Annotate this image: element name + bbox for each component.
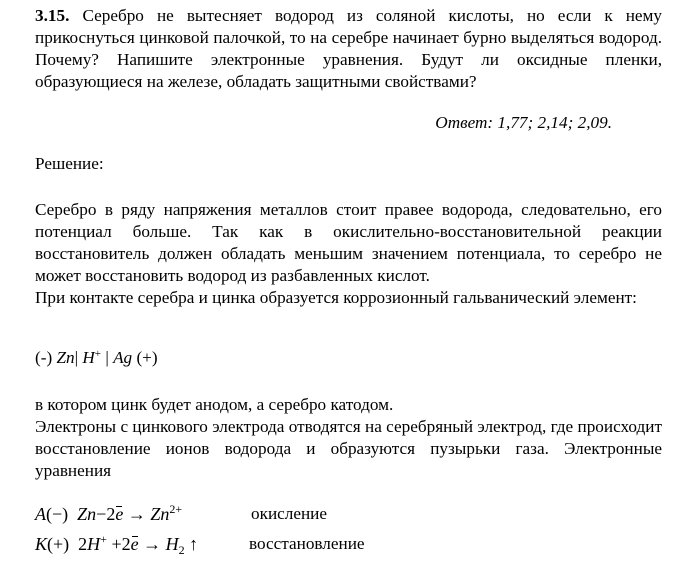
solution-paragraph-1: Серебро в ряду напряжения металлов стоит правее водорода, следовательно, его потенциал больше. Так как в окислительно-восстановительной реакции восстановитель должен обладать меньшим значением потенциала, то серебро не может восстановить водород из разбавленных кислот. [35,200,662,285]
eq2-product: H [165,534,179,554]
problem-text: Серебро не вытесняет водород из соляной кислоты, но если к нему прикоснуться цинковой палочкой, то на серебре начинает бурно выделяться водород. Почему? Напишите электронные уравнения. Будут ли оксидные пленки, образующиеся на железе, обладать защитными свойствами? [35,6,663,91]
solution-paragraph-4: Электроны с цинкового электрода отводятся на серебряный электрод, где происходит восстановление ионов водорода и образуются пузырьки газа. Электронные уравнения [35,417,662,480]
eq1-process: окисление [251,504,328,523]
answer-values: 1,77; 2,14; 2,09. [497,113,612,132]
cathode-equation-formula [35,533,198,555]
eq1-op: − [96,504,107,524]
answer-line: Ответ: 1,77; 2,14; 2,09. [435,113,612,132]
scheme-separator-2: | [105,348,109,367]
answer-label: Ответ [435,113,488,132]
eq1-product-charge: 2+ [169,502,183,516]
solution-heading: Решение: [35,154,104,173]
eq1-product: Zn [150,504,170,524]
scheme-separator-1: | [74,348,79,367]
scheme-minus: (-) [35,348,53,367]
eq1-coef: 2 [106,504,116,524]
eq2-op: + [111,534,122,554]
eq2-coef: 2 [121,534,131,554]
eq2-ion-charge: + [100,532,107,546]
eq1-arrow: → [127,504,146,524]
eq2-ion: H [87,534,101,554]
scheme-anode: Zn [56,348,75,367]
anode-equation-formula [35,503,182,525]
gas-arrow-icon: ↑ [189,534,199,554]
scheme-cathode: Ag [113,348,133,367]
eq2-electrode: K [35,534,48,554]
eq2-electron: e [130,534,139,554]
solution-paragraph-2: При контакте серебра и цинка образуется коррозионный гальванический элемент: [35,288,637,307]
eq2-product-index: 2 [178,543,185,557]
eq2-coef-ion: 2 [78,534,88,554]
problem-number: 3.15. [35,6,70,25]
eq2-sign: (+) [47,534,70,554]
eq2-process: восстановление [249,534,365,553]
solution-paragraph-3: в котором цинк будет анодом, а серебро катодом. [35,395,394,414]
scheme-electrolyte: H [82,348,95,367]
scheme-electrolyte-charge: + [94,348,102,360]
eq1-electrode: A [35,504,46,524]
eq2-arrow: → [143,534,162,554]
eq1-sign: (−) [46,504,69,524]
eq1-electron: e [115,504,124,524]
problem-statement [35,5,662,93]
scheme-plus: (+) [136,348,158,367]
eq1-reactant: Zn [77,504,97,524]
galvanic-cell-scheme [35,347,158,369]
